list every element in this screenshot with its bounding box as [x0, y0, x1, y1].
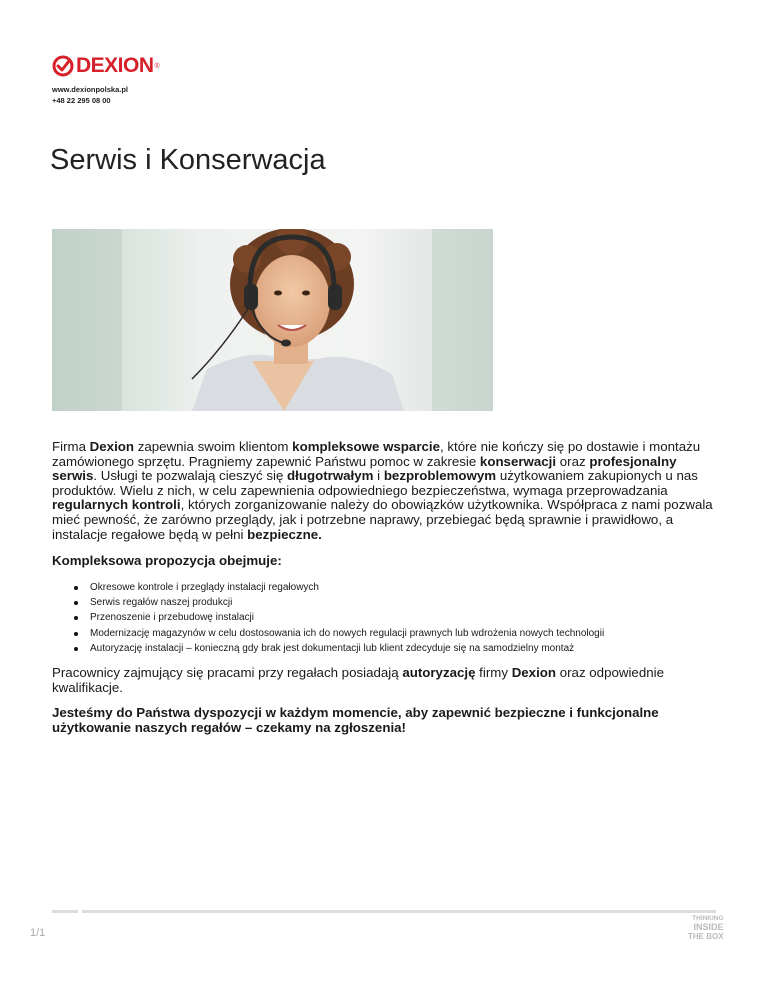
- dexion-logo: [52, 55, 160, 77]
- footer-divider-short: [52, 910, 78, 913]
- intro-bold-4: profesjonalny serwis: [52, 453, 677, 484]
- page-title: Serwis i Konserwacja: [50, 144, 326, 176]
- intro-bold-7: regularnych kontroli: [52, 497, 181, 513]
- intro-paragraph: [52, 440, 722, 542]
- closing-bold-1: autoryzację: [402, 665, 476, 680]
- checkmark-circle-icon: [52, 55, 74, 77]
- closing-text-1: Pracownicy zajmujący się pracami przy regałach posiadają: [52, 665, 403, 680]
- list-item: Autoryzację instalacji – konieczną gdy brak jest dokumentacji lub klient zdecyduje się na samodzielny montaż: [90, 641, 604, 656]
- intro-bold-5: długotrwałym: [287, 468, 374, 484]
- badge-line-1: THINKING: [692, 915, 724, 922]
- thinking-inside-the-box-badge: [688, 914, 724, 941]
- intro-bold-8: bezpieczne.: [247, 526, 322, 542]
- intro-text-4: oraz: [556, 453, 590, 469]
- intro-text-5: . Usługi te pozwalają cieszyć się: [93, 468, 288, 484]
- intro-text-7: użytkowaniem zakupionych u nas produktów. Wielu z nich, w celu zapewnienia odpowiedniego bezpieczeństwa, wymaga przeprowadzania: [52, 468, 698, 498]
- closing-text-3: oraz odpowiednie kwalifikacje.: [52, 665, 664, 695]
- list-item: Przenoszenie i przebudowę instalacji: [90, 610, 604, 625]
- intro-bold-6: bezproblemowym: [383, 468, 497, 484]
- intro-text-2: zapewnia swoim klientom: [134, 439, 293, 454]
- badge-line-2: INSIDE: [693, 922, 724, 932]
- intro-text-8: , których zorganizowanie należy do obowiązków użytkownika. Współpraca z nami pozwala mieć pewność, że zarówno przeglądy, jak i potrzebne naprawy, przebiegać będą sprawnie i prawidłowo, a instalacje regałowe będą w pełni: [52, 497, 713, 542]
- page-number: 1/1: [30, 927, 46, 939]
- intro-bold-2: kompleksowe wsparcie: [292, 439, 440, 454]
- closing-bold-2: Dexion: [511, 665, 557, 680]
- list-item: Modernizację magazynów w celu dostosowania ich do nowych regulacji prawnych lub wdrożenia nowych technologii: [90, 626, 604, 641]
- registered-mark: ®: [154, 62, 160, 70]
- website-url: www.dexionpolska.pl: [52, 85, 128, 94]
- intro-bold-3: konserwacji: [479, 453, 557, 469]
- intro-text-6: i: [373, 468, 384, 484]
- phone-number: +48 22 295 08 00: [52, 96, 111, 105]
- hero-image-call-center-agent: [52, 229, 493, 411]
- list-item: Serwis regałów naszej produkcji: [90, 595, 604, 610]
- footer-divider-long: [82, 910, 716, 913]
- intro-bold-1: Dexion: [89, 439, 135, 454]
- services-heading: Kompleksowa propozycja obejmuje:: [52, 553, 282, 568]
- list-item: Okresowe kontrole i przeglądy instalacji regałowych: [90, 580, 604, 595]
- authorization-paragraph: [52, 666, 732, 695]
- badge-line-3: THE BOX: [688, 932, 724, 941]
- closing-text-2: firmy: [475, 665, 512, 680]
- logo-wordmark: DEXION: [76, 54, 154, 77]
- services-list: [52, 580, 604, 656]
- intro-text-3: , które nie kończy się po dostawie i montażu zamówionego sprzętu. Pragniemy zapewnić Państwu pomoc w zakresie: [52, 439, 701, 469]
- call-to-action: Jesteśmy do Państwa dyspozycji w każdym momencie, aby zapewnić bezpieczne i funkcjonalne użytkowanie naszych regałów – czekamy na zgłoszenia!: [52, 705, 659, 735]
- intro-text-1: Firma: [52, 439, 90, 454]
